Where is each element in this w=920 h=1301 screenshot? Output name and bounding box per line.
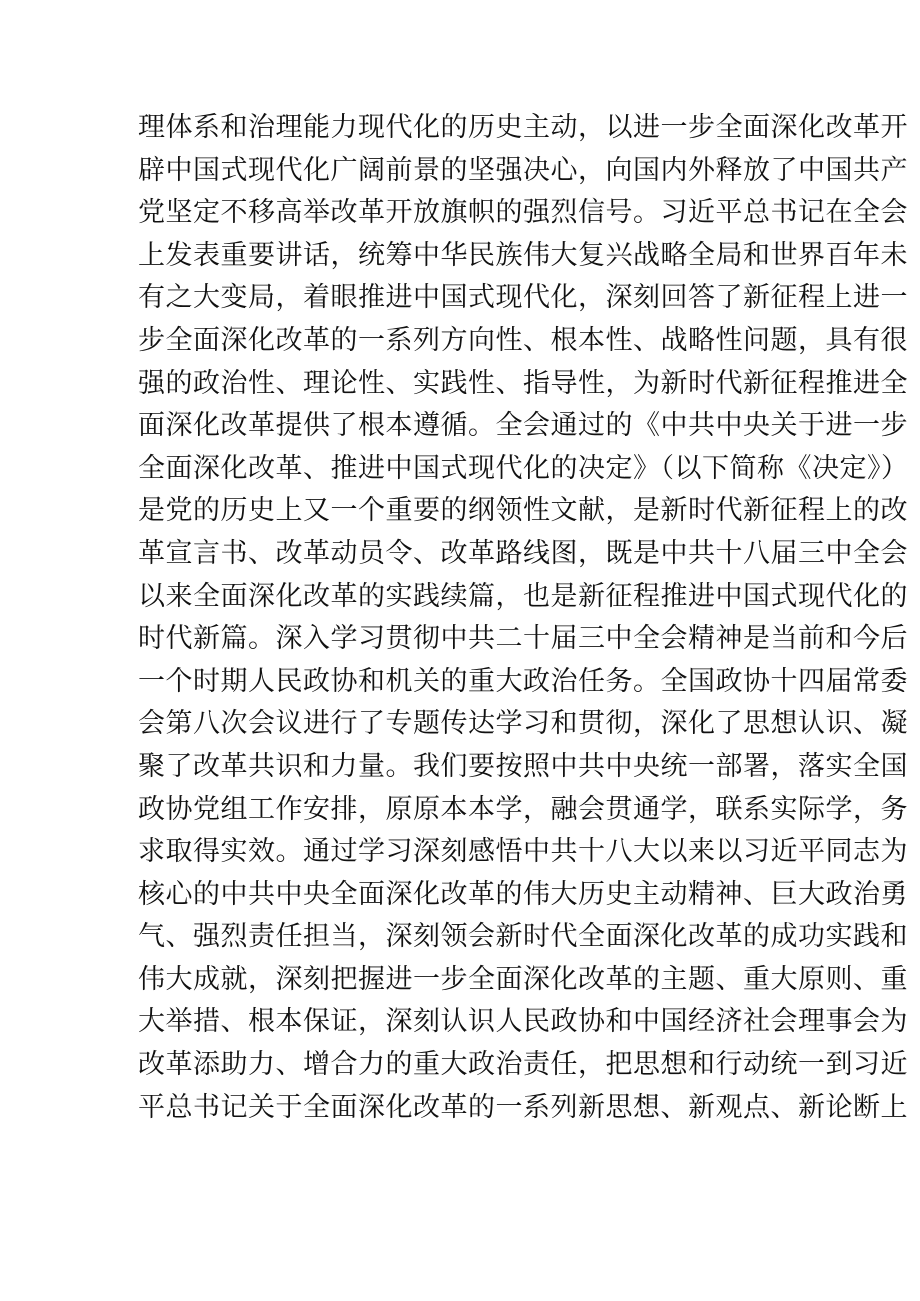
- text-line: 会第八次会议进行了专题传达学习和贯彻，深化了思想认识、凝: [138, 708, 908, 740]
- text-line: 党坚定不移高举改革开放旗帜的强烈信号。习近平总书记在全会: [138, 197, 908, 229]
- text-line: 以来全面深化改革的实践续篇，也是新征程推进中国式现代化的: [138, 580, 908, 612]
- text-line: 时代新篇。深入学习贯彻中共二十届三中全会精神是当前和今后: [138, 623, 908, 655]
- text-line: 平总书记关于全面深化改革的一系列新思想、新观点、新论断上: [138, 1091, 908, 1123]
- text-line: 气、强烈责任担当，深刻领会新时代全面深化改革的成功实践和: [138, 921, 908, 953]
- text-line: 大举措、根本保证，深刻认识人民政协和中国经济社会理事会为: [138, 1006, 908, 1038]
- text-line: 核心的中共中央全面深化改革的伟大历史主动精神、巨大政治勇: [138, 878, 908, 910]
- text-line: 辟中国式现代化广阔前景的坚强决心，向国内外释放了中国共产: [138, 154, 908, 186]
- text-line: 革宣言书、改革动员令、改革路线图，既是中共十八届三中全会: [138, 537, 908, 569]
- text-line: 政协党组工作安排，原原本本学，融会贯通学，联系实际学，务: [138, 793, 908, 825]
- text-line: 理体系和治理能力现代化的历史主动，以进一步全面深化改革开: [138, 112, 908, 143]
- text-line: 上发表重要讲话，统筹中华民族伟大复兴战略全局和世界百年未: [138, 239, 908, 271]
- text-line: 改革添助力、增合力的重大政治责任，把思想和行动统一到习近: [138, 1049, 908, 1081]
- text-line: 聚了改革共识和力量。我们要按照中共中央统一部署，落实全国: [138, 750, 908, 782]
- text-line: 有之大变局，着眼推进中国式现代化，深刻回答了新征程上进一: [138, 282, 908, 314]
- text-line: 求取得实效。通过学习深刻感悟中共十八大以来以习近平同志为: [138, 836, 908, 868]
- text-line: 强的政治性、理论性、实践性、指导性，为新时代新征程推进全: [138, 367, 908, 399]
- body-paragraph: [138, 107, 909, 1129]
- text-line: 一个时期人民政协和机关的重大政治任务。全国政协十四届常委: [138, 665, 908, 697]
- text-line: 全面深化改革、推进中国式现代化的决定》（以下简称《决定》）: [138, 452, 909, 484]
- text-line: 步全面深化改革的一系列方向性、根本性、战略性问题，具有很: [138, 324, 908, 356]
- text-line: 面深化改革提供了根本遵循。全会通过的《中共中央关于进一步: [138, 410, 908, 442]
- text-line: 是党的历史上又一个重要的纲领性文献，是新时代新征程上的改: [138, 495, 908, 527]
- text-line: 伟大成就，深刻把握进一步全面深化改革的主题、重大原则、重: [138, 963, 908, 995]
